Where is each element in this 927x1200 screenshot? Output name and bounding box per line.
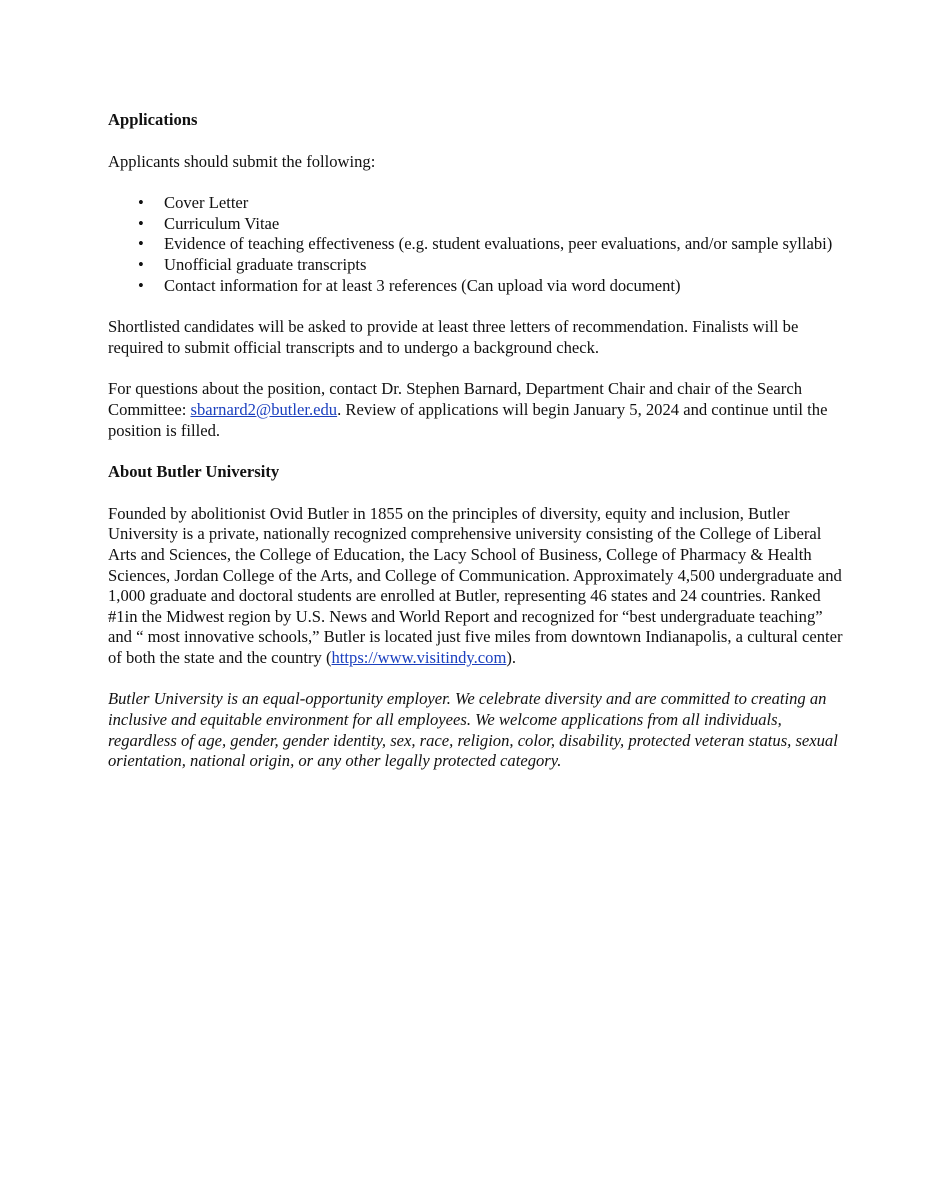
list-item-text: Unofficial graduate transcripts (164, 254, 367, 274)
list-item (108, 255, 848, 276)
document-page (108, 110, 848, 772)
contact-email-link[interactable]: sbarnard2@butler.edu (190, 399, 338, 419)
list-item-text: Evidence of teaching effectiveness (e.g. student evaluations, peer evaluations, and/or sample syllabi) (164, 234, 833, 254)
about-text-before: Founded by abolitionist Ovid Butler in 1855 on the principles of diversity, equity and inclusion, Butler University is a private, nationally recognized comprehensive university consisting of the College of Liberal Arts and Sciences, the College of Education, the Lacy School of Business, College of Pharmacy & Health Sciences, Jordan College of the Arts, and College of Communication. Approximately 4,500 undergraduate and 1,000 graduate and doctoral students are enrolled at Butler, representing 46 states and 24 countries. Ranked #1in the Midwest region by U.S. News and World Report and recognized for “best undergraduate teaching” and “ most innovative schools,” Butler is located just five miles from downtown Indianapolis, a cultural center of both the state and the country ( (108, 503, 843, 667)
about-heading: About Butler University (108, 462, 280, 482)
about-text-after: ). (506, 647, 517, 667)
about-paragraph (108, 504, 848, 669)
bullet-icon: • (138, 234, 144, 254)
list-item-text: Contact information for at least 3 references (Can upload via word document) (164, 275, 681, 295)
requirements-list (108, 193, 848, 296)
list-item (108, 276, 848, 297)
contact-paragraph (108, 379, 848, 441)
list-item-text: Cover Letter (164, 193, 249, 213)
applications-intro: Applicants should submit the following: (108, 151, 376, 171)
list-item (108, 193, 848, 214)
shortlist-paragraph: Shortlisted candidates will be asked to provide at least three letters of recommendation. Finalists will be required to submit official transcripts and to undergo a background check. (108, 317, 799, 357)
list-item-text: Curriculum Vitae (164, 213, 280, 233)
contact-text-after: . Review of applications will begin January 5, 2024 and continue until the position is filled. (108, 399, 828, 440)
contact-text-before: For questions about the position, contact Dr. Stephen Barnard, Department Chair and chair of the Search Committee: (108, 379, 802, 419)
bullet-icon: • (138, 275, 144, 295)
list-item (108, 234, 848, 255)
eeo-statement: Butler University is an equal-opportunity employer. We celebrate diversity and are committed to creating an inclusive and equitable environment for all employees. We welcome applications from all individuals, regardless of age, gender, gender identity, sex, race, religion, color, disability, protected veteran status, sexual orientation, national origin, or any other legally protected category. (108, 689, 838, 771)
bullet-icon: • (138, 213, 144, 233)
list-item (108, 214, 848, 235)
visitindy-link[interactable]: https://www.visitindy.com (331, 647, 507, 667)
applications-heading: Applications (108, 110, 198, 129)
bullet-icon: • (138, 193, 144, 213)
bullet-icon: • (138, 254, 144, 274)
